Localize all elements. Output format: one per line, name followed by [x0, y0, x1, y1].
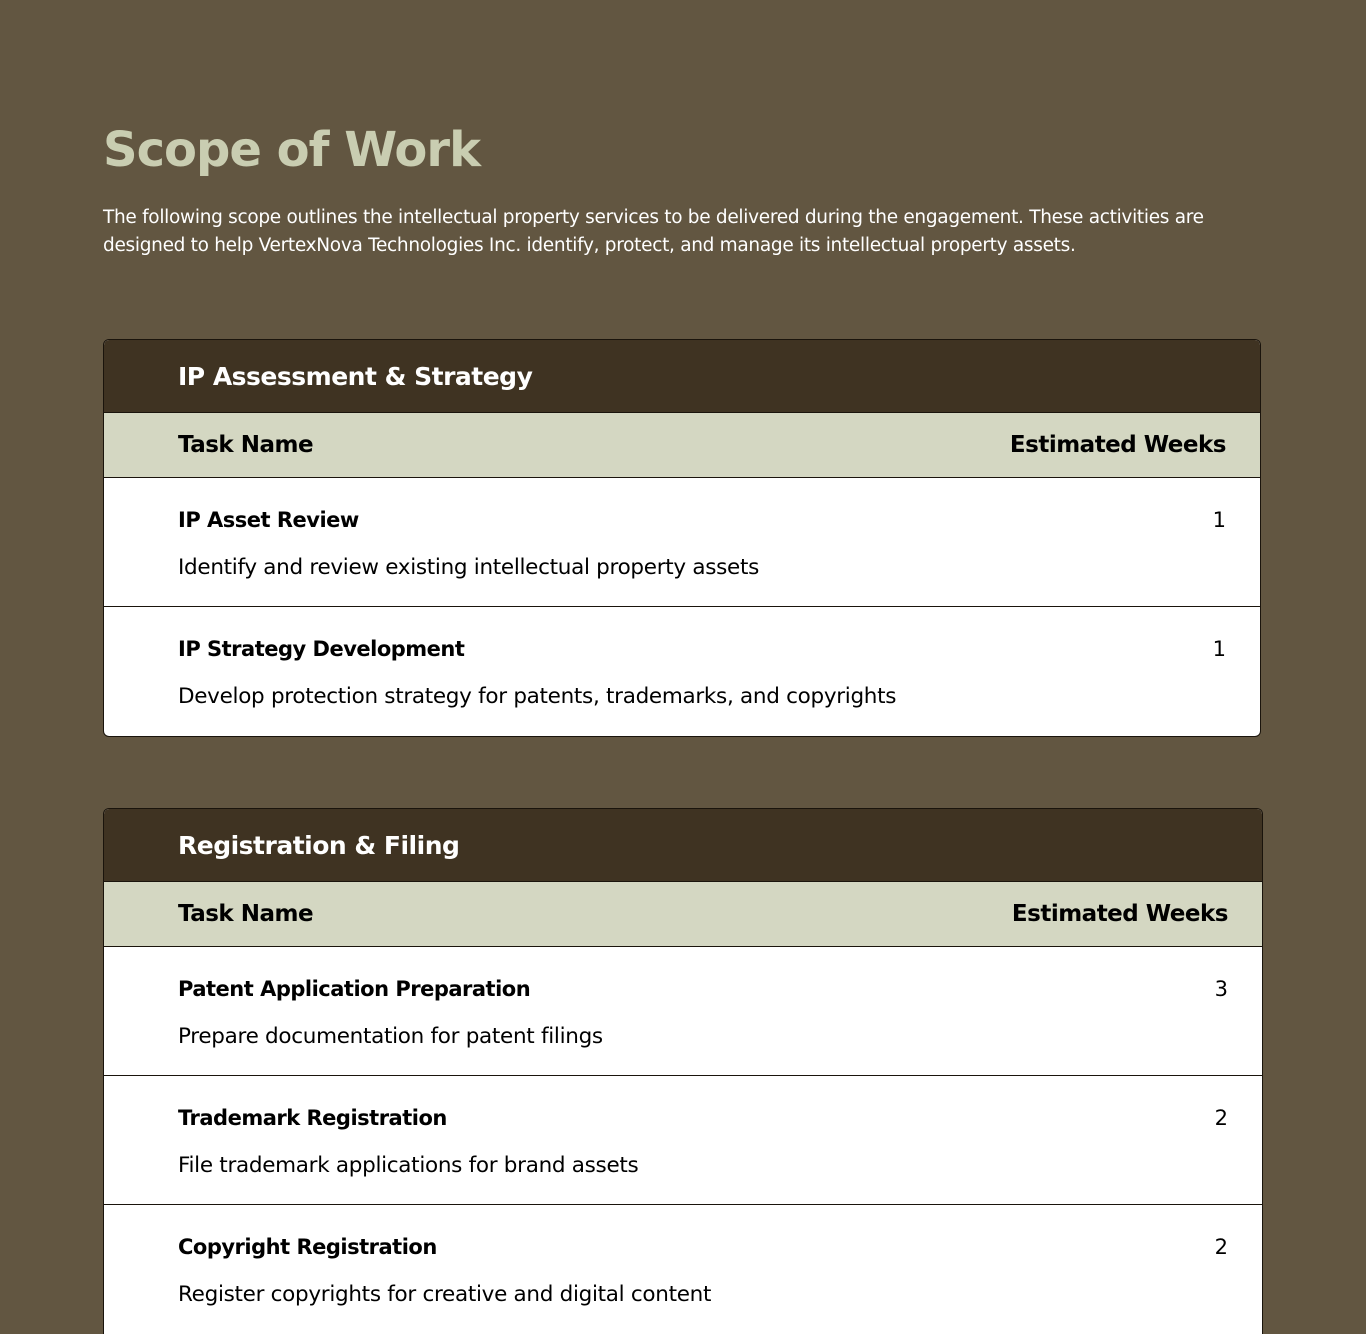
- section-header: [104, 340, 1260, 413]
- task-weeks: 2: [1214, 1106, 1228, 1130]
- task-description: Register copyrights for creative and digital content: [178, 1282, 712, 1307]
- task-name: Patent Application Preparation: [178, 977, 531, 1001]
- table-row: [104, 1076, 1262, 1205]
- column-header-row: [104, 413, 1260, 478]
- section-title: Registration & Filing: [178, 830, 460, 860]
- column-task-name: Task Name: [178, 901, 314, 927]
- task-description: Identify and review existing intellectual property assets: [178, 555, 759, 580]
- section-title: IP Assessment & Strategy: [178, 361, 533, 391]
- column-header-row: [104, 882, 1262, 947]
- section-registration-filing: [103, 808, 1263, 1334]
- task-description: File trademark applications for brand assets: [178, 1153, 639, 1178]
- table-row: [104, 1205, 1262, 1334]
- task-name: Trademark Registration: [178, 1106, 447, 1130]
- section-ip-assessment: [103, 339, 1261, 737]
- table-row: [104, 947, 1262, 1076]
- page-title: Scope of Work: [103, 122, 480, 178]
- task-name: Copyright Registration: [178, 1235, 437, 1259]
- column-estimated-weeks: Estimated Weeks: [1011, 901, 1228, 927]
- task-description: Prepare documentation for patent filings: [178, 1024, 603, 1049]
- column-estimated-weeks: Estimated Weeks: [1009, 432, 1226, 458]
- task-weeks: 1: [1212, 637, 1226, 661]
- task-name: IP Asset Review: [178, 508, 359, 532]
- column-task-name: Task Name: [178, 432, 314, 458]
- task-description: Develop protection strategy for patents, trademarks, and copyrights: [178, 684, 897, 709]
- table-row: [104, 478, 1260, 607]
- task-weeks: 3: [1214, 977, 1228, 1001]
- task-name: IP Strategy Development: [178, 637, 465, 661]
- task-weeks: 2: [1214, 1235, 1228, 1259]
- section-header: [104, 809, 1262, 882]
- task-weeks: 1: [1212, 508, 1226, 532]
- table-row: [104, 607, 1260, 736]
- intro-paragraph: The following scope outlines the intellectual property services to be delivered during the engagement. These activities are designed to help VertexNova Technologies Inc. identify, protect, and manage its intellectual property assets.: [103, 207, 1204, 256]
